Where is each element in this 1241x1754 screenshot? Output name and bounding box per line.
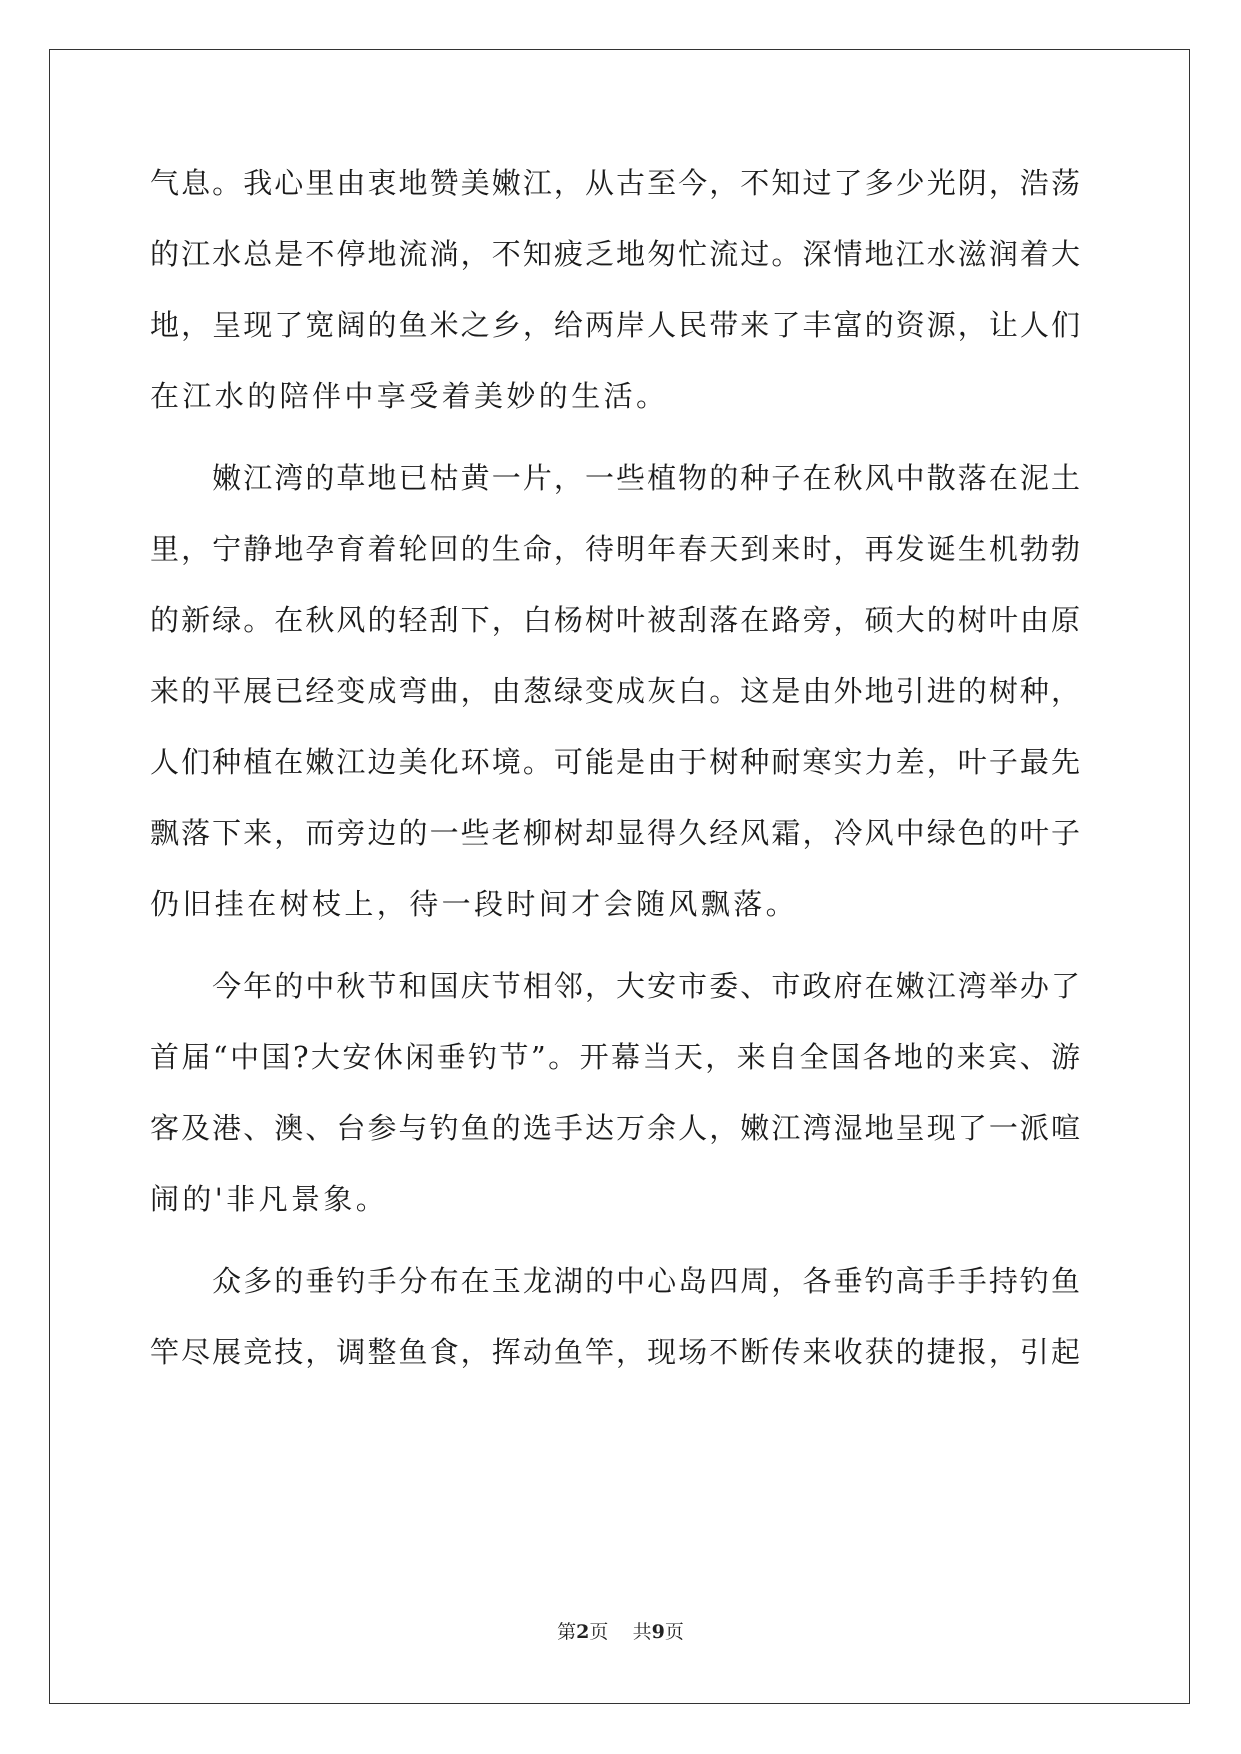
total-prefix: 共	[632, 1621, 652, 1643]
text-line: 地，呈现了宽阔的鱼米之乡，给两岸人民带来了丰富的资源，让人们	[150, 308, 1080, 342]
text-line: 气息。我心里由衷地赞美嫩江，从古至今，不知过了多少光阴，浩荡	[150, 166, 1080, 200]
total-suffix: 页	[664, 1621, 684, 1643]
text-line: 闹的'非凡景象。	[150, 1182, 389, 1216]
page-frame	[49, 49, 1190, 1704]
page-prefix: 第	[557, 1621, 577, 1643]
text-line: 的江水总是不停地流淌，不知疲乏地匆忙流过。深情地江水滋润着大	[150, 237, 1080, 271]
text-line: 首届“中国?大安休闲垂钓节”。开幕当天，来自全国各地的来宾、游	[150, 1040, 1080, 1074]
text-line: 来的平展已经变成弯曲，由葱绿变成灰白。这是由外地引进的树种，	[150, 674, 1080, 708]
page-footer	[0, 1617, 1241, 1644]
page-suffix: 页	[589, 1621, 609, 1643]
text-line: 人们种植在嫩江边美化环境。可能是由于树种耐寒实力差，叶子最先	[150, 745, 1080, 779]
text-line: 今年的中秋节和国庆节相邻，大安市委、市政府在嫩江湾举办了	[150, 969, 1080, 1003]
page-number: 2	[576, 1621, 590, 1643]
text-line: 嫩江湾的草地已枯黄一片，一些植物的种子在秋风中散落在泥土	[150, 461, 1080, 495]
text-line: 众多的垂钓手分布在玉龙湖的中心岛四周，各垂钓高手手持钓鱼	[150, 1264, 1080, 1298]
text-line: 里，宁静地孕育着轮回的生命，待明年春天到来时，再发诞生机勃勃	[150, 532, 1080, 566]
text-line: 客及港、澳、台参与钓鱼的选手达万余人，嫩江湾湿地呈现了一派喧	[150, 1111, 1080, 1145]
total-pages: 9	[651, 1621, 665, 1643]
text-line: 在江水的陪伴中享受着美妙的生活。	[150, 379, 669, 413]
text-line: 仍旧挂在树枝上，待一段时间才会随风飘落。	[150, 887, 799, 921]
text-line: 的新绿。在秋风的轻刮下，白杨树叶被刮落在路旁，硕大的树叶由原	[150, 603, 1080, 637]
text-line: 飘落下来，而旁边的一些老柳树却显得久经风霜，冷风中绿色的叶子	[150, 816, 1080, 850]
text-line: 竿尽展竞技，调整鱼食，挥动鱼竿，现场不断传来收获的捷报，引起	[150, 1335, 1080, 1369]
